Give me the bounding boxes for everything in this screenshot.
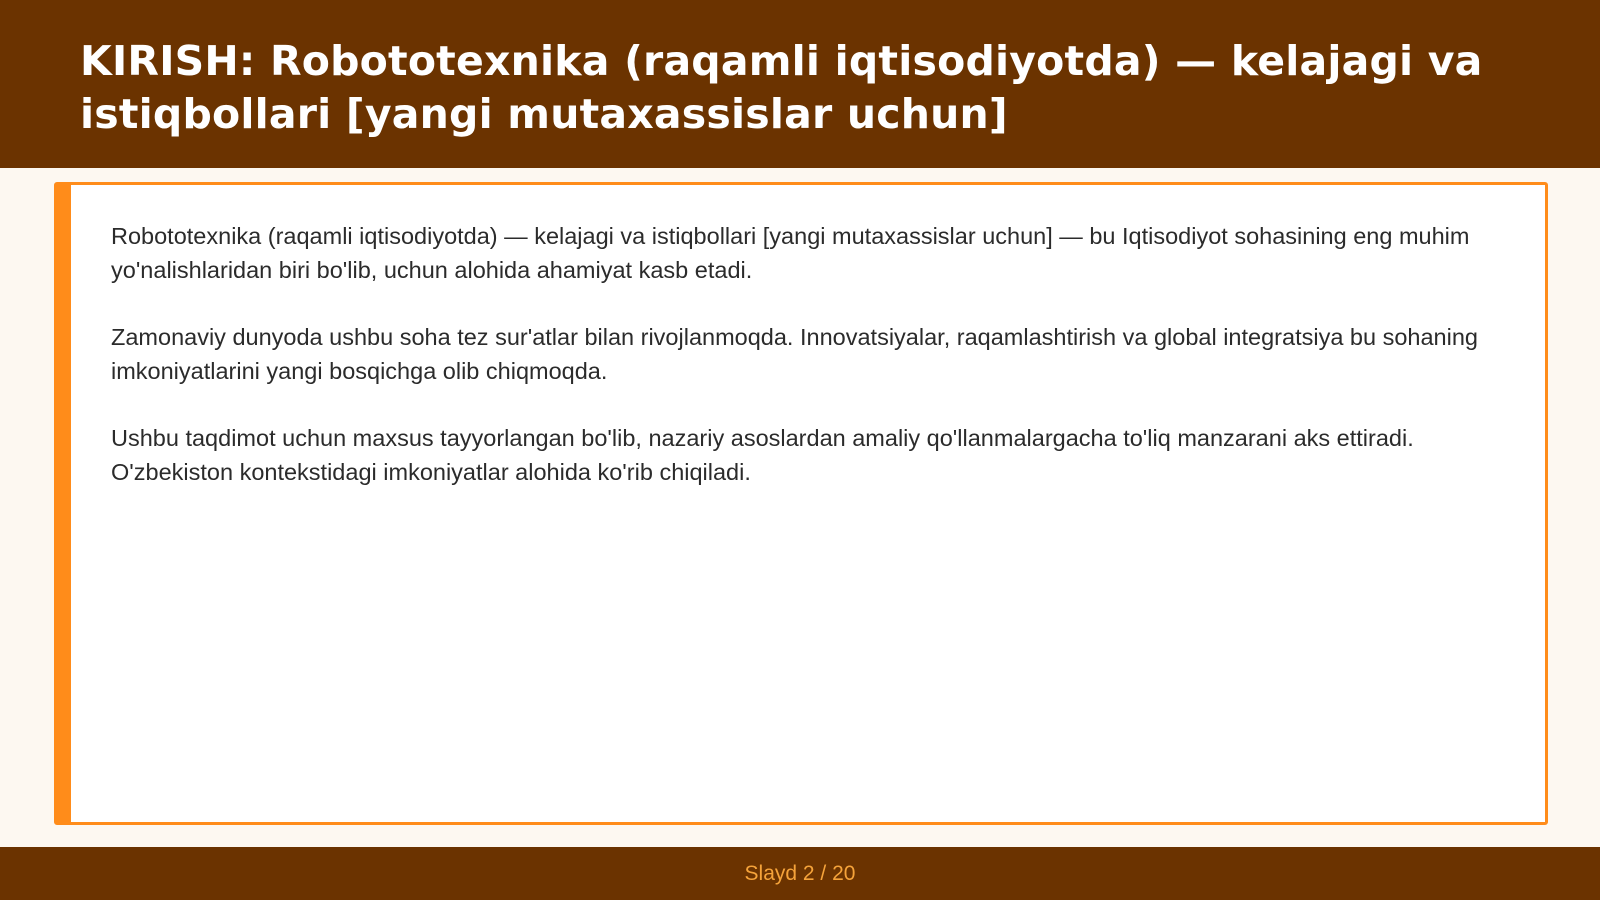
- slide-footer: [0, 847, 1600, 900]
- slide-title: KIRISH: Robototexnika (raqamli iqtisodiyotda) — kelajagi va istiqbollari [yangi mutaxassislar uchun]: [80, 37, 1483, 138]
- development-paragraph: Zamonaviy dunyoda ushbu soha tez sur'atlar bilan rivojlanmoqda. Innovatsiyalar, raqamlashtirish va global integratsiya bu sohaning imkoniyatlarini yangi bosqichga olib chiqmoqda.: [111, 324, 1478, 384]
- presentation-paragraph: Ushbu taqdimot uchun maxsus tayyorlangan bo'lib, nazariy asoslardan amaliy qo'llanmalargacha to'liq manzarani aks ettiradi. O'zbekiston kontekstidagi imkoniyatlar alohida ko'rib chiqiladi.: [111, 425, 1414, 485]
- content-card: [54, 182, 1548, 825]
- slide-counter: Slayd 2 / 20: [744, 861, 856, 885]
- slide-header: [0, 0, 1600, 168]
- intro-paragraph: Robototexnika (raqamli iqtisodiyotda) — kelajagi va istiqbollari [yangi mutaxassislar uchun] — bu Iqtisodiyot sohasining eng muhim yo'nalishlaridan biri bo'lib, uchun alohida ahamiyat kasb etadi.: [111, 223, 1470, 283]
